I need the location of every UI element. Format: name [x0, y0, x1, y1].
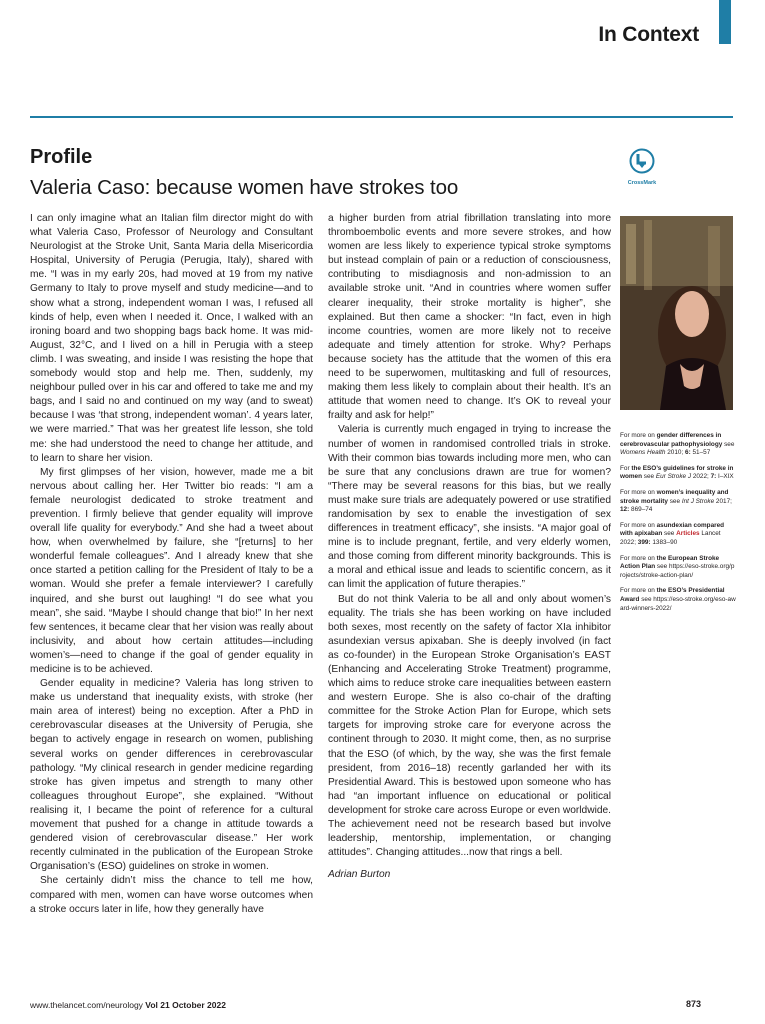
- article-paragraph: My first glimpses of her vision, however, made me a bit nervous about calling her. Her Twitter bio reads: “I am a female neurologist dedicated to stroke treatment and prevention. I firmly believe that gender equality will improve overall life quality for everybody.” And she had a tweet about how, when overwhelmed by failure, she “[returns] to her wonderful female colleagues”. And I already knew that she once started a petition calling for the President of Italy to be a woman. Would she prefer a female interviewer? I carefully inquired, and she burst out laughing! “I do see what you mean”, she said. “Maybe I should change that bio!” In her next few sentences, it became clear that her vision was really about inclusivity, and about how certain attitudes—including women’s—need to change if the goal of gender equality in medicine is to be achieved.: [30, 466, 313, 675]
- note-pages: 51–57: [690, 449, 711, 457]
- note-year: 2010;: [665, 449, 686, 457]
- note-volume: 6:: [685, 449, 691, 457]
- note-year: 2022;: [691, 473, 711, 481]
- portrait-illustration: [620, 216, 733, 410]
- note-year: Lancet 2022;: [620, 530, 721, 546]
- crossmark-label: CrossMark: [627, 180, 657, 186]
- note-prefix: For more on: [620, 554, 657, 562]
- note-prefix: For more on: [620, 521, 657, 529]
- article-column-2: [328, 212, 611, 882]
- header-rule: [30, 116, 733, 118]
- article-column-1: [30, 212, 313, 917]
- sidebar-note: [620, 587, 736, 613]
- note-topic: the European Stroke Action Plan: [620, 554, 720, 571]
- crossmark-icon: [629, 148, 655, 174]
- note-topic: gender differences in cerebrovascular pathophysiology: [620, 432, 723, 448]
- page-number: 873: [686, 999, 702, 1009]
- article-paragraph: Valeria is currently much engaged in trying to increase the number of women in randomised controlled trials in stroke. With their common bias towards including more men, who can be sure that any conclusions drawn are true for women? “There may be several reasons for this bias, but we really must make sure trials are adequately powered or use stratified randomisation by sex to enable the investigation of sex differences in treatment efficacy”, she insists. “A major goal of mine is to include pregnant, fertile, and very elderly women, and those coming from different minority backgrounds. This is a moral and ethical issue and leads to scientific concern, as it can limit the application of future therapies.”: [328, 424, 611, 591]
- note-journal: Eur Stroke J: [655, 473, 692, 481]
- note-see: see: [722, 440, 735, 448]
- article-paragraph: a higher burden from atrial fibrillation translating into more thromboembolic events and more severe strokes, and how women are less likely to experience typical stroke symptoms but instead complain of pain or a reduction of consciousness, contributing to misdiagnosis and non-admission to an available stroke unit. “And in countries where women suffer clearer inequality, their stroke mortality is higher”, she explained. But then came a shocker: “In fact, even in high income countries, women are more likely not to receive adequate and timely attention for stroke. Why? Perhaps because society has the attitude that the women of this era need to be superwomen, multitasking and full of resources, making them less likely to complain about their health. It’s an attitude that women need to change. It’s OK to reveal your frailty and ask for help!”: [328, 213, 611, 422]
- note-see: see: [642, 473, 656, 481]
- note-volume: 12:: [620, 506, 630, 514]
- sidebar-note: [620, 489, 736, 515]
- footer-volume: Vol 21: [145, 1000, 170, 1010]
- section-color-bar: [719, 0, 731, 44]
- note-prefix: For more on: [620, 432, 657, 439]
- note-topic: the ESO’s Presidential Award: [620, 587, 725, 603]
- note-journal: Womens Health: [620, 449, 666, 457]
- author-byline: Adrian Burton: [328, 869, 391, 881]
- note-volume: 399:: [637, 538, 651, 546]
- note-pages: 1383–90: [650, 538, 678, 546]
- note-prefix: For more on: [620, 488, 657, 496]
- sidebar-note: [620, 465, 736, 482]
- section-label: In Context: [598, 23, 699, 46]
- article-paragraph: But do not think Valeria to be all and only about women’s equality. The trials she has been working on have included both sexes, most recently on the safety of factor XIa inhibitor asundexian versus apixaban. She is deeply involved (in fact as co-founder) in the European Stroke Organisation’s EAST (Enhancing and Accelerating Stroke Treatment) programme, which aims to reduce stroke care inequalities between eastern and western Europe. She is also co-chair of the drafting committee for the Stroke Action Plan for Europe, which sets targets for improving stroke care for everyone across the continent through to 2030. It might come, then, as no surprise that the ESO (of which, by the way, she was the first female president, from 2016–18) recently garlanded her with its Presidential Award. This is bestowed upon someone who has had “an important influence on educational or political development for stroke care across Europe or even worldwide. The achievement need not be research based but involve leadership, mentorship, implementation, or changing attitudes”. Changing attitudes...now that rings a bell.: [328, 593, 611, 859]
- article-paragraph: I can only imagine what an Italian film director might do with what Valeria Caso, Professor of Neurology and Consultant Neurologist at the Stroke Unit, Santa Maria della Misericordia Hospital, University of Perugia (Perugia, Italy), shared with me. “I was in my early 20s, had moved at 19 from my native Germany to Italy to prove myself and study medicine—and to show what a strong, independent woman I was, I refused all kinds of help, even when I needed it. Once, I walked with an ironing board and two shopping bags back home. It was mid-August, 32°C, and I lived on a hill in Perugia with a steep climb. I was sweating, and inside I was resisting the hope that somebody would stop and help me. Then, suddenly, my neighbour pulled over in his car and offered to take me and my bags, and I said no and continued on my way (and to sweat) because I was ‘that strong, independent woman’. 4 years later, we were married.” That was her greatest life lesson, she told me: she had understood the need to change her attitude, and to learn to share her vision.: [30, 213, 313, 464]
- crossmark-badge[interactable]: [622, 148, 662, 186]
- note-pages: I–XIX: [716, 473, 734, 481]
- sidebar-note: [620, 522, 736, 548]
- note-year: 2017;: [714, 497, 732, 505]
- note-topic: the ESO’s guidelines for stroke in women: [620, 464, 734, 481]
- sidebar-notes: [620, 432, 736, 620]
- note-volume: 7:: [710, 473, 717, 481]
- articles-link[interactable]: Articles: [676, 530, 700, 538]
- footer-date: October 2022: [172, 1000, 226, 1010]
- section-name: Profile: [30, 146, 93, 168]
- article-paragraph: Gender equality in medicine? Valeria has long striven to make us understand that inequality exists, with stroke (her main area of interest) being no exception. After a PhD in cerebrovascular diseases at the University of Perugia, she began to actively engage in research on women, publishing several works on gender differences in cerebrovascular pathology. “My clinical research in gender medicine regarding stroke has given impetus and strength to many other colleagues throughout Europe”, she explained. “Without realising it, I became the point of reference for a cultural movement that pushed for a change in attitude towards a gendered vision of cerebrovascular disease.” Her work recently culminated in the publication of the European Stroke Organisation’s (ESO) guidelines on stroke in women.: [30, 678, 313, 873]
- note-url[interactable]: https://eso-stroke.org/eso-award-winners-2022/: [620, 595, 736, 612]
- note-see: see: [655, 563, 670, 571]
- note-see: see: [667, 497, 682, 505]
- note-prefix: For more on: [620, 587, 657, 595]
- note-prefix: For: [620, 464, 632, 472]
- note-see: see: [639, 595, 654, 603]
- note-url[interactable]: https://eso-stroke.org/projects/stroke-action-plan/: [620, 563, 735, 579]
- sidebar-note: [620, 555, 736, 581]
- portrait-photo: [620, 216, 733, 410]
- article-headline: Valeria Caso: because women have strokes too: [30, 176, 459, 199]
- note-topic: women’s inequality and stroke mortality: [620, 488, 729, 505]
- footer-site[interactable]: www.thelancet.com/neurology: [30, 1000, 143, 1010]
- footer-citation: [30, 1000, 226, 1010]
- sidebar-note: [620, 432, 736, 458]
- note-see: see: [662, 530, 677, 538]
- note-journal: Int J Stroke: [681, 497, 715, 505]
- note-pages: 869–74: [629, 506, 653, 514]
- article-paragraph: She certainly didn’t miss the chance to tell me how, compared with men, women can have worse outcomes when a stroke occurs later in life, how they generally have: [30, 875, 313, 915]
- note-topic: asundexian compared with apixaban: [620, 521, 725, 538]
